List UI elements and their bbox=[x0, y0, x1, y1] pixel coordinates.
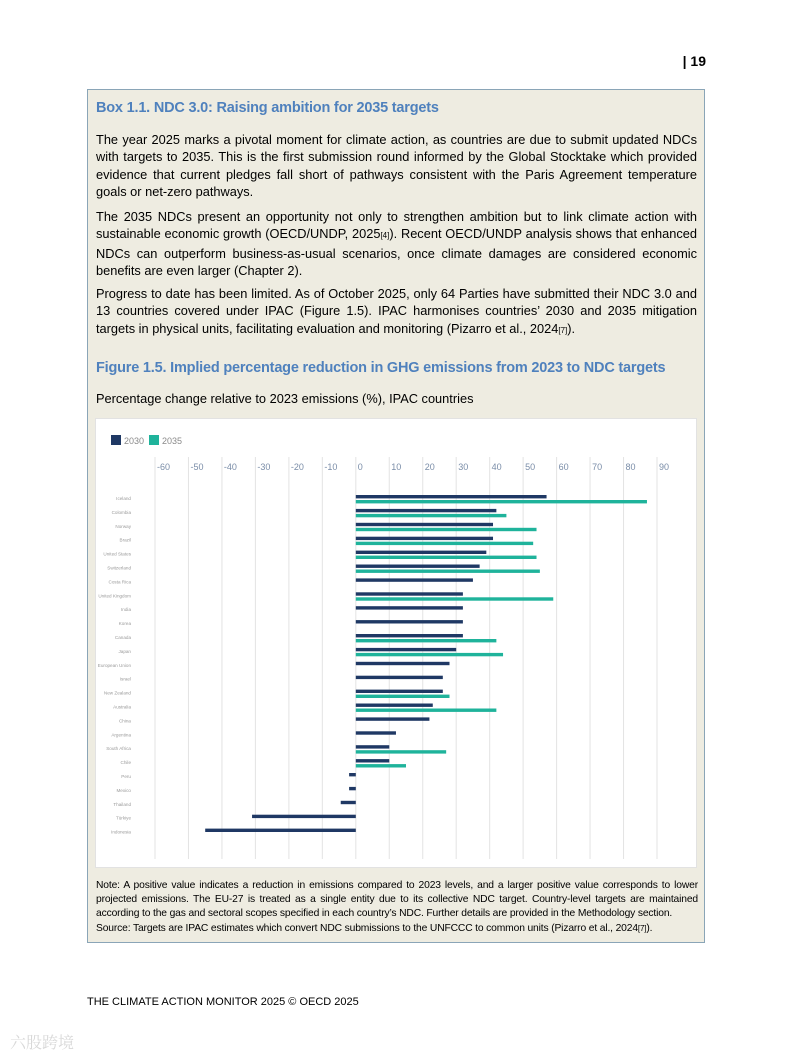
category-label: Israel bbox=[119, 676, 131, 682]
category-label: Indonesia bbox=[111, 829, 131, 835]
category-label: Australia bbox=[113, 704, 131, 710]
paragraph-2-text: The 2035 NDCs present an opportunity not only to strengthen ambition but to link climate action with sustainable economic growth (OECD/UNDP, 2025 bbox=[96, 209, 697, 242]
x-tick-label: 30 bbox=[458, 462, 469, 472]
paragraph-3 bbox=[96, 285, 697, 339]
bar-2035 bbox=[356, 764, 406, 767]
bar-2030 bbox=[356, 634, 463, 637]
bar-2030 bbox=[356, 592, 463, 595]
box-title: Box 1.1. NDC 3.0: Raising ambition for 2035 targets bbox=[96, 100, 439, 116]
bar-2030 bbox=[349, 773, 356, 776]
x-tick-label: 0 bbox=[357, 462, 363, 472]
reference-link[interactable]: [4] bbox=[380, 231, 390, 241]
bar-2030 bbox=[205, 829, 356, 832]
x-tick-label: -50 bbox=[190, 462, 204, 472]
bar-2035 bbox=[356, 528, 537, 531]
bar-2035 bbox=[356, 514, 507, 517]
category-label: Norway bbox=[115, 523, 131, 529]
bar-2030 bbox=[356, 578, 473, 581]
paragraph-1: The year 2025 marks a pivotal moment for climate action, as countries are due to submit updated NDCs with targets to 2035. This is the first submission round informed by the Global Stocktake which provided evidence that current pledges fall short of pathways consistent with the Paris Agreement temperature goals or net-zero pathways. bbox=[96, 132, 697, 199]
bar-2030 bbox=[252, 815, 356, 818]
bar-2030 bbox=[356, 551, 487, 554]
reference-link[interactable]: [7] bbox=[558, 325, 568, 335]
watermark: 六股跨境 bbox=[10, 1035, 75, 1052]
x-tick-label: 90 bbox=[659, 462, 670, 472]
figure-title: Figure 1.5. Implied percentage reduction in GHG emissions from 2023 to NDC targets bbox=[96, 360, 666, 376]
x-tick-label: 10 bbox=[391, 462, 402, 472]
bar-2035 bbox=[356, 639, 497, 642]
category-label: India bbox=[121, 607, 131, 613]
legend-swatch-2030 bbox=[111, 435, 121, 445]
paragraph-2-text-end: ). Recent OECD/UNDP analysis shows that enhanced NDCs can outperform business-as-usual scenarios, once climate damages are considered economic benefits are even larger (Chapter 2). bbox=[96, 226, 698, 278]
source-text bbox=[96, 922, 698, 936]
bar-2035 bbox=[356, 695, 450, 698]
bar-2030 bbox=[356, 509, 497, 512]
category-label: Korea bbox=[118, 621, 131, 627]
source-text-end: ). bbox=[646, 922, 653, 934]
page-number: | 19 bbox=[682, 53, 706, 69]
bar-2030 bbox=[356, 648, 456, 651]
source-text-main: Source: Targets are IPAC estimates which convert NDC submissions to the UNFCCC to common units (Pizarro et al., 2024 bbox=[96, 922, 638, 934]
bar-2030 bbox=[356, 662, 450, 665]
category-label: Iceland bbox=[116, 496, 131, 501]
bar-2035 bbox=[356, 709, 497, 712]
bar-2030 bbox=[356, 537, 493, 540]
category-label: Mexico bbox=[116, 787, 131, 793]
chart-panel bbox=[95, 418, 697, 868]
category-label: Thailand bbox=[113, 801, 131, 807]
bar-2030 bbox=[356, 704, 433, 707]
bar-2035 bbox=[356, 570, 540, 573]
bar-2030 bbox=[356, 495, 547, 498]
x-tick-label: -20 bbox=[290, 462, 304, 472]
x-tick-label: 70 bbox=[592, 462, 603, 472]
x-tick-label: 40 bbox=[491, 462, 502, 472]
bar-2030 bbox=[356, 731, 396, 734]
x-tick-label: 80 bbox=[625, 462, 636, 472]
category-label: Canada bbox=[114, 635, 131, 640]
paragraph-3-text-end: ). bbox=[567, 320, 576, 336]
bar-2035 bbox=[356, 597, 553, 600]
box-1-1 bbox=[87, 89, 705, 943]
bar-2030 bbox=[356, 759, 389, 762]
category-label: Peru bbox=[121, 774, 131, 779]
figure-subtitle: Percentage change relative to 2023 emissions (%), IPAC countries bbox=[96, 391, 474, 406]
bar-2035 bbox=[356, 750, 446, 753]
bar-2030 bbox=[356, 620, 463, 623]
bar-2030 bbox=[356, 676, 443, 679]
bar-chart bbox=[96, 419, 698, 869]
paragraph-3-text: Progress to date has been limited. As of October 2025, only 64 Parties have submitted their NDC 3.0 and 13 countries covered under IPAC (Figure 1.5). IPAC harmonises countries’ 2030 and 2035 mitigation targets in physical units, facilitating evaluation and monitoring (Pizarro et al., 2024 bbox=[96, 286, 697, 336]
note-text: Note: A positive value indicates a reduction in emissions compared to 2023 levels, and a larger positive value corresponds to lower projected emissions. The EU-27 is treated as a single entity due to its collective NDC target. Country-level targets are maintained according to the gas and sectoral scopes specified in each country’s NDC. Further details are provided in the Methodology section. bbox=[96, 880, 698, 920]
category-label: Chile bbox=[120, 760, 131, 766]
x-tick-label: 20 bbox=[424, 462, 435, 472]
bar-2030 bbox=[356, 565, 480, 568]
category-label: Japan bbox=[118, 648, 131, 654]
bar-2030 bbox=[356, 523, 493, 526]
bar-2030 bbox=[356, 606, 463, 609]
legend-label-2035: 2035 bbox=[162, 436, 183, 446]
category-label: South Africa bbox=[106, 746, 131, 752]
category-label: European Union bbox=[97, 662, 131, 668]
category-label: United States bbox=[103, 551, 131, 557]
x-tick-label: -30 bbox=[257, 462, 271, 472]
bar-2030 bbox=[349, 787, 356, 790]
bar-2030 bbox=[341, 801, 356, 804]
paragraph-2 bbox=[96, 208, 697, 279]
footer: THE CLIMATE ACTION MONITOR 2025 © OECD 2025 bbox=[87, 996, 359, 1008]
bar-2035 bbox=[356, 542, 533, 545]
bar-2035 bbox=[356, 653, 503, 656]
x-tick-label: 60 bbox=[558, 462, 569, 472]
category-label: Argentina bbox=[111, 732, 131, 738]
category-label: United Kingdom bbox=[98, 593, 131, 599]
x-tick-label: -60 bbox=[157, 462, 171, 472]
category-label: Costa Rica bbox=[108, 579, 131, 585]
bar-2030 bbox=[356, 717, 430, 720]
category-label: New Zealand bbox=[103, 690, 131, 696]
bar-2030 bbox=[356, 745, 389, 748]
x-tick-label: 50 bbox=[525, 462, 536, 472]
x-tick-label: -40 bbox=[223, 462, 237, 472]
category-label: Türkiye bbox=[115, 815, 131, 821]
legend-label-2030: 2030 bbox=[124, 436, 145, 446]
reference-link[interactable]: [7] bbox=[637, 923, 647, 933]
bar-2035 bbox=[356, 556, 537, 559]
category-label: Brazil bbox=[119, 537, 131, 543]
category-label: Colombia bbox=[111, 509, 131, 515]
legend-swatch-2035 bbox=[149, 435, 159, 445]
category-label: China bbox=[118, 718, 131, 724]
category-label: Switzerland bbox=[107, 565, 131, 571]
bar-2030 bbox=[356, 690, 443, 693]
figure-note bbox=[96, 879, 698, 936]
bar-2035 bbox=[356, 500, 647, 503]
x-tick-label: -10 bbox=[324, 462, 338, 472]
